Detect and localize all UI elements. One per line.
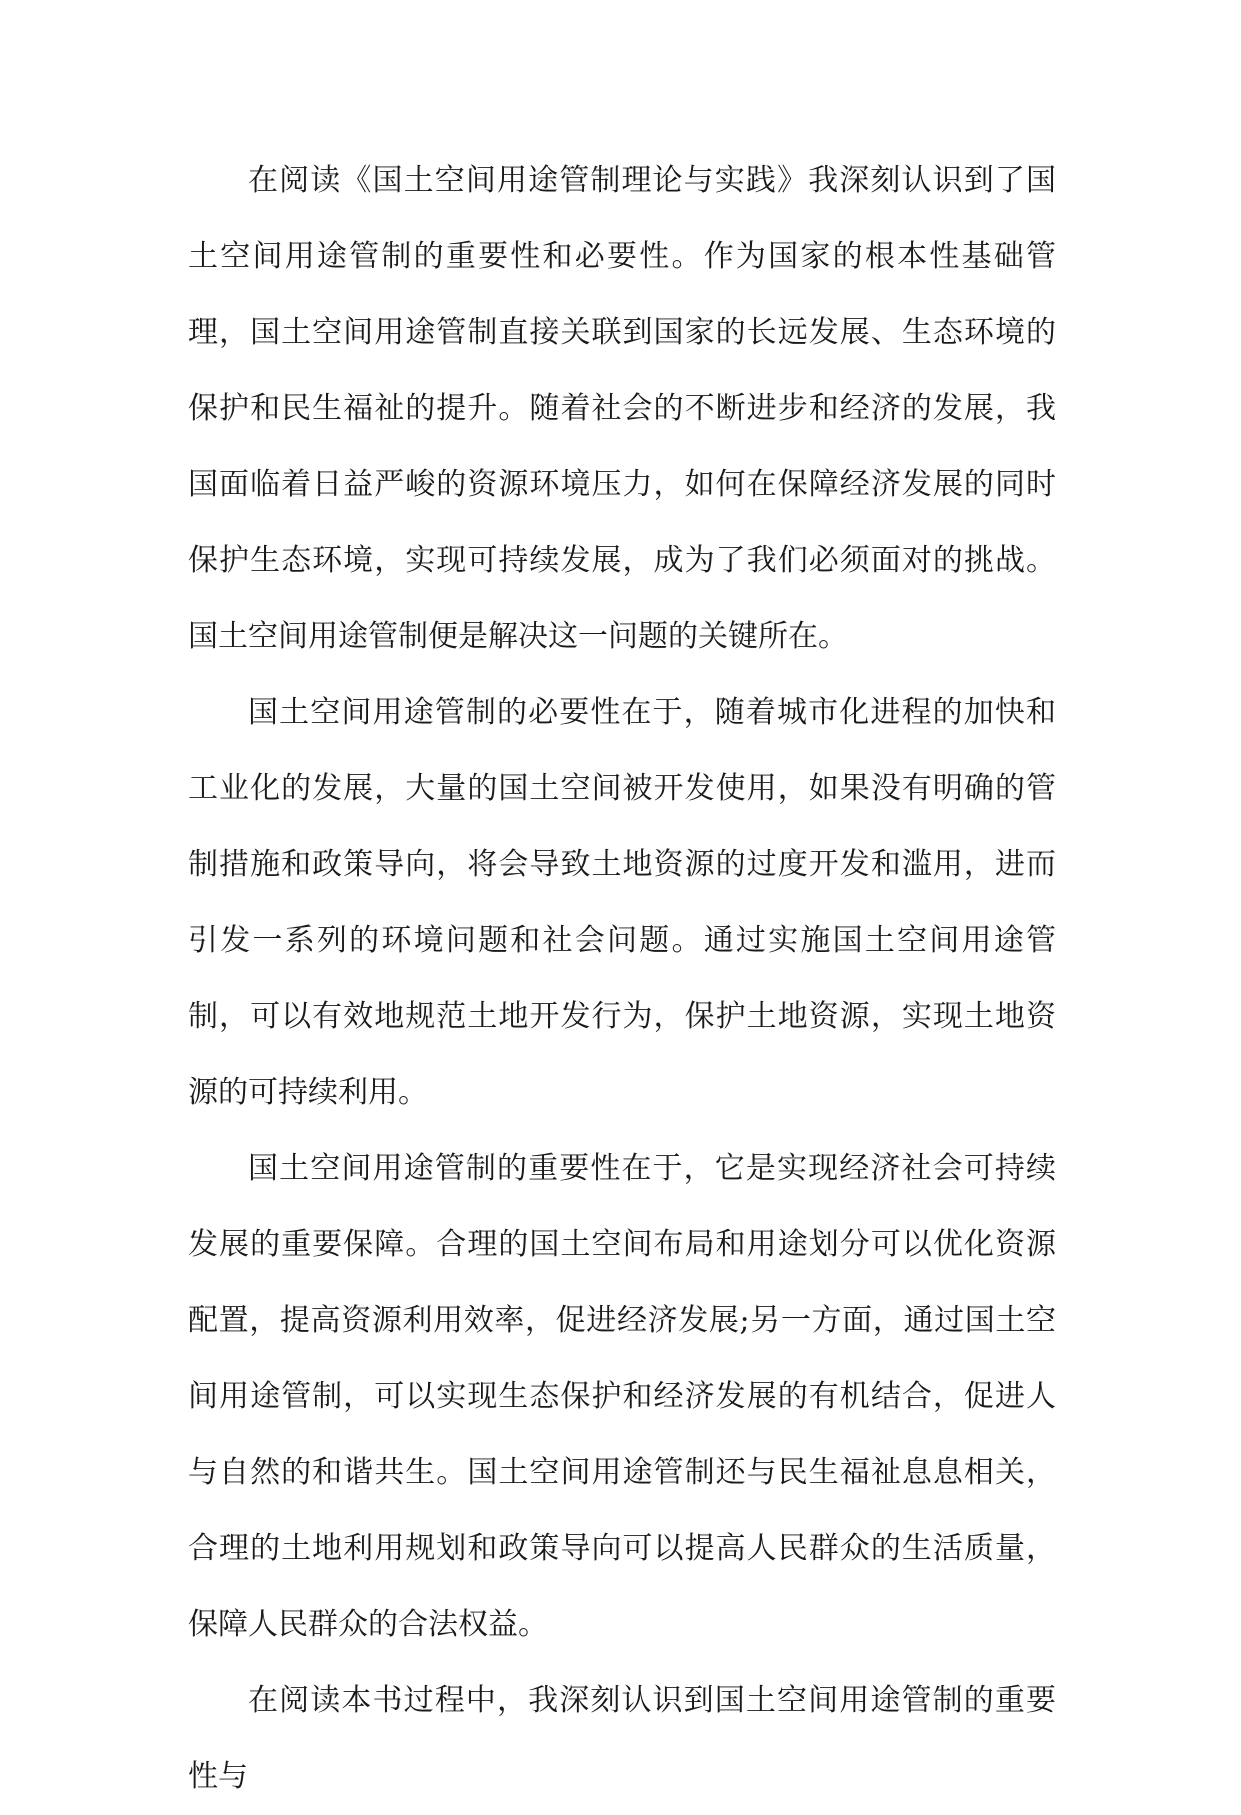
- paragraph-2: 国土空间用途管制的必要性在于，随着城市化进程的加快和工业化的发展，大量的国土空间被开发使用，如果没有明确的管制措施和政策导向，将会导致土地资源的过度开发和滥用，进而引发一系列的环境问题和社会问题。通过实施国土空间用途管制，可以有效地规范土地开发行为，保护土地资源，实现土地资源的可持续利用。: [188, 695, 1056, 1110]
- paragraph-3: 国土空间用途管制的重要性在于，它是实现经济社会可持续发展的重要保障。合理的国土空间布局和用途划分可以优化资源配置，提高资源利用效率，促进经济发展;另一方面，通过国土空间用途管制，可以实现生态保护和经济发展的有机结合，促进人与自然的和谐共生。国土空间用途管制还与民生福祉息息相关，合理的土地利用规划和政策导向可以提高人民群众的生活质量，保障人民群众的合法权益。: [188, 1151, 1056, 1642]
- paragraph-1: 在阅读《国土空间用途管制理论与实践》我深刻认识到了国土空间用途管制的重要性和必要性。作为国家的根本性基础管理，国土空间用途管制直接关联到国家的长远发展、生态环境的保护和民生福祉的提升。随着社会的不断进步和经济的发展，我国面临着日益严峻的资源环境压力，如何在保障经济发展的同时保护生态环境，实现可持续发展，成为了我们必须面对的挑战。国土空间用途管制便是解决这一问题的关键所在。: [188, 163, 1056, 654]
- body-text: [188, 143, 1056, 1815]
- paragraph-4: 在阅读本书过程中，我深刻认识到国土空间用途管制的重要性与: [188, 1683, 1056, 1794]
